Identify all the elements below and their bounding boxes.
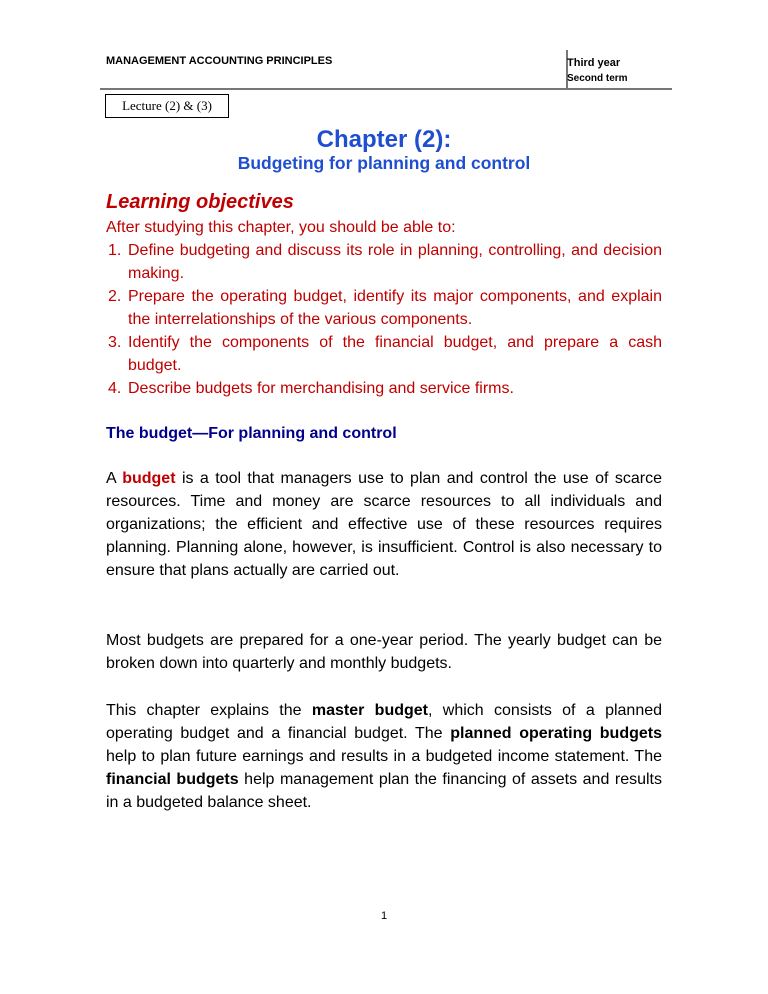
item-number: 1.: [108, 242, 122, 259]
objectives-title: Learning objectives: [106, 191, 294, 213]
item-text: Define budgeting and discuss its role in planning, controlling, and decision making.: [128, 242, 662, 282]
header-course: MANAGEMENT ACCOUNTING PRINCIPLES: [106, 55, 333, 67]
paragraph-master-budget: [106, 699, 662, 814]
item-number: 3.: [108, 334, 122, 351]
item-text: Describe budgets for merchandising and service firms.: [128, 380, 514, 397]
text: A: [106, 470, 123, 487]
objectives-intro: After studying this chapter, you should be able to:: [106, 219, 456, 236]
item-number: 4.: [108, 380, 122, 397]
text: help to plan future earnings and results in a budgeted income statement. The: [106, 748, 662, 765]
term-planned-operating-budgets: planned operating budgets: [450, 725, 662, 742]
page-number: 1: [380, 910, 388, 922]
term-master-budget: master budget: [311, 702, 429, 719]
term-budget: budget: [122, 470, 176, 487]
objectives-list: [106, 239, 662, 400]
header-term: Second term: [567, 73, 628, 84]
section-heading: The budget—For planning and control: [106, 425, 397, 442]
paragraph-budget-definition: [106, 467, 662, 582]
item-text: Identify the components of the financial budget, and prepare a cash budget.: [128, 334, 662, 374]
text: , which consists of a planned operating budget and a financial budget. The: [106, 702, 663, 742]
chapter-subtitle: Budgeting for planning and control: [237, 153, 531, 173]
item-number: 2.: [108, 288, 122, 305]
header-year: Third year: [567, 57, 621, 69]
list-item: [106, 285, 662, 331]
list-item: [106, 377, 662, 400]
list-item: [106, 239, 662, 285]
text: help management plan the financing of assets and results in a budgeted balance sheet.: [106, 771, 662, 811]
chapter-title: Chapter (2):: [316, 126, 452, 153]
term-financial-budgets: financial budgets: [106, 771, 239, 788]
lecture-label: Lecture (2) & (3): [105, 94, 229, 118]
text: This chapter explains the: [106, 702, 312, 719]
item-text: Prepare the operating budget, identify its major components, and explain the interrelationships of the various components.: [128, 288, 662, 328]
list-item: [106, 331, 662, 377]
header-rule: [100, 88, 672, 90]
text: is a tool that managers use to plan and control the use of scarce resources. Time and money are scarce resources to all individuals and organizations; the efficient and effective use of these resources requires planning. Planning alone, however, is insufficient. Control is also necessary to ensure that plans actually are carried out.: [106, 470, 663, 579]
header-right: [567, 55, 628, 87]
paragraph-budget-period: Most budgets are prepared for a one-year period. The yearly budget can be broken down into quarterly and monthly budgets.: [106, 632, 662, 672]
